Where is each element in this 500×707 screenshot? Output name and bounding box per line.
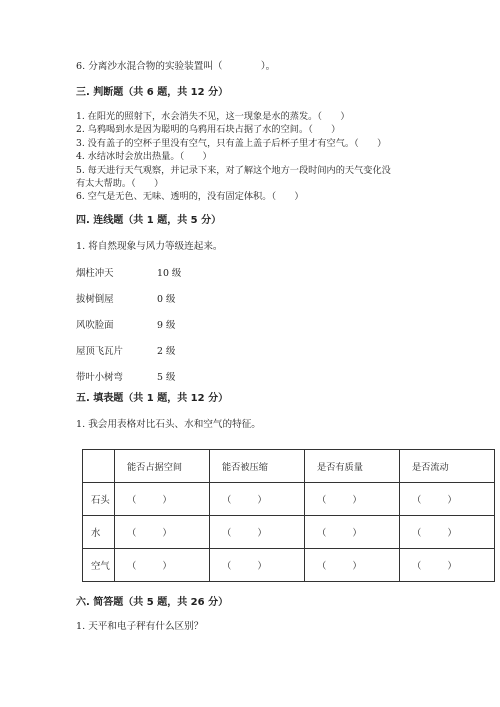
section-3-title: 三. 判断题（共 6 题，共 12 分） [76, 87, 229, 98]
row-header: 水 [83, 516, 115, 549]
wind-level-1: 10 级 [157, 268, 182, 279]
table-row [83, 516, 495, 549]
tf-question-3: 3. 没有盖子的空杯子里没有空气，只有盖上盖子后杯子里才有空气。（ ） [76, 137, 387, 149]
table-row [83, 549, 495, 582]
answer-cell[interactable]: （ ） [305, 549, 400, 582]
answer-cell[interactable]: （ ） [210, 483, 305, 516]
row-header: 空气 [83, 549, 115, 582]
section-4-title: 四. 连线题（共 1 题，共 5 分） [76, 215, 222, 226]
tf-question-1: 1. 在阳光的照射下，水会消失不见，这一现象是水的蒸发。（ ） [76, 111, 350, 122]
section-5-title: 五. 填表题（共 1 题，共 12 分） [76, 393, 229, 404]
answer-cell[interactable]: （ ） [400, 483, 495, 516]
answer-cell[interactable]: （ ） [115, 483, 210, 516]
section-5-question: 1. 我会用表格对比石头、水和空气的特征。 [76, 419, 261, 430]
section-4-question: 1. 将自然现象与风力等级连起来。 [76, 241, 223, 252]
column-header: 是否流动 [400, 450, 495, 483]
section-6-question: 1. 天平和电子秤有什么区别？ [76, 621, 204, 632]
table-row [83, 483, 495, 516]
answer-cell[interactable]: （ ） [210, 549, 305, 582]
phenomenon-3: 风吹脸面 [76, 320, 114, 331]
wind-level-2: 0 级 [157, 294, 176, 305]
wind-level-4: 2 级 [157, 346, 176, 357]
section-6-title: 六. 简答题（共 5 题，共 26 分） [76, 597, 229, 608]
wind-level-3: 9 级 [157, 320, 176, 331]
answer-cell[interactable]: （ ） [210, 516, 305, 549]
answer-cell[interactable]: （ ） [305, 483, 400, 516]
tf-question-2: 2. 乌鸦喝到水是因为聪明的乌鸦用石块占据了水的空间。（ ） [76, 124, 341, 136]
row-header: 石头 [83, 483, 115, 516]
answer-cell[interactable]: （ ） [400, 516, 495, 549]
table-corner-cell [83, 450, 115, 483]
column-header: 是否有质量 [305, 450, 400, 483]
tf-question-6: 6. 空气是无色、无味、透明的，没有固定体积。（ ） [76, 191, 304, 203]
comparison-table [82, 449, 495, 582]
table-header-row [83, 450, 495, 483]
phenomenon-5: 带叶小树弯 [76, 372, 123, 383]
column-header: 能否被压缩 [210, 450, 305, 483]
answer-cell[interactable]: （ ） [305, 516, 400, 549]
answer-cell[interactable]: （ ） [115, 549, 210, 582]
tf-question-5-cont: 有太大帮助。（ ） [76, 177, 164, 189]
phenomenon-1: 烟柱冲天 [76, 268, 114, 279]
tf-question-5: 5. 每天进行天气观察，并记录下来，对了解这个地方一段时间内的天气变化没 [76, 164, 391, 176]
answer-cell[interactable]: （ ） [115, 516, 210, 549]
phenomenon-2: 拔树倒屋 [76, 294, 114, 305]
column-header: 能否占据空间 [115, 450, 210, 483]
answer-cell[interactable]: （ ） [400, 549, 495, 582]
tf-question-4: 4. 水结冰时会放出热量。（ ） [76, 151, 212, 163]
phenomenon-4: 屋顶飞瓦片 [76, 346, 123, 357]
section-3-questions [76, 110, 391, 204]
wind-level-5: 5 级 [157, 372, 176, 383]
question-6-line: 6. 分离沙水混合物的实验装置叫（ ）。 [76, 61, 276, 72]
